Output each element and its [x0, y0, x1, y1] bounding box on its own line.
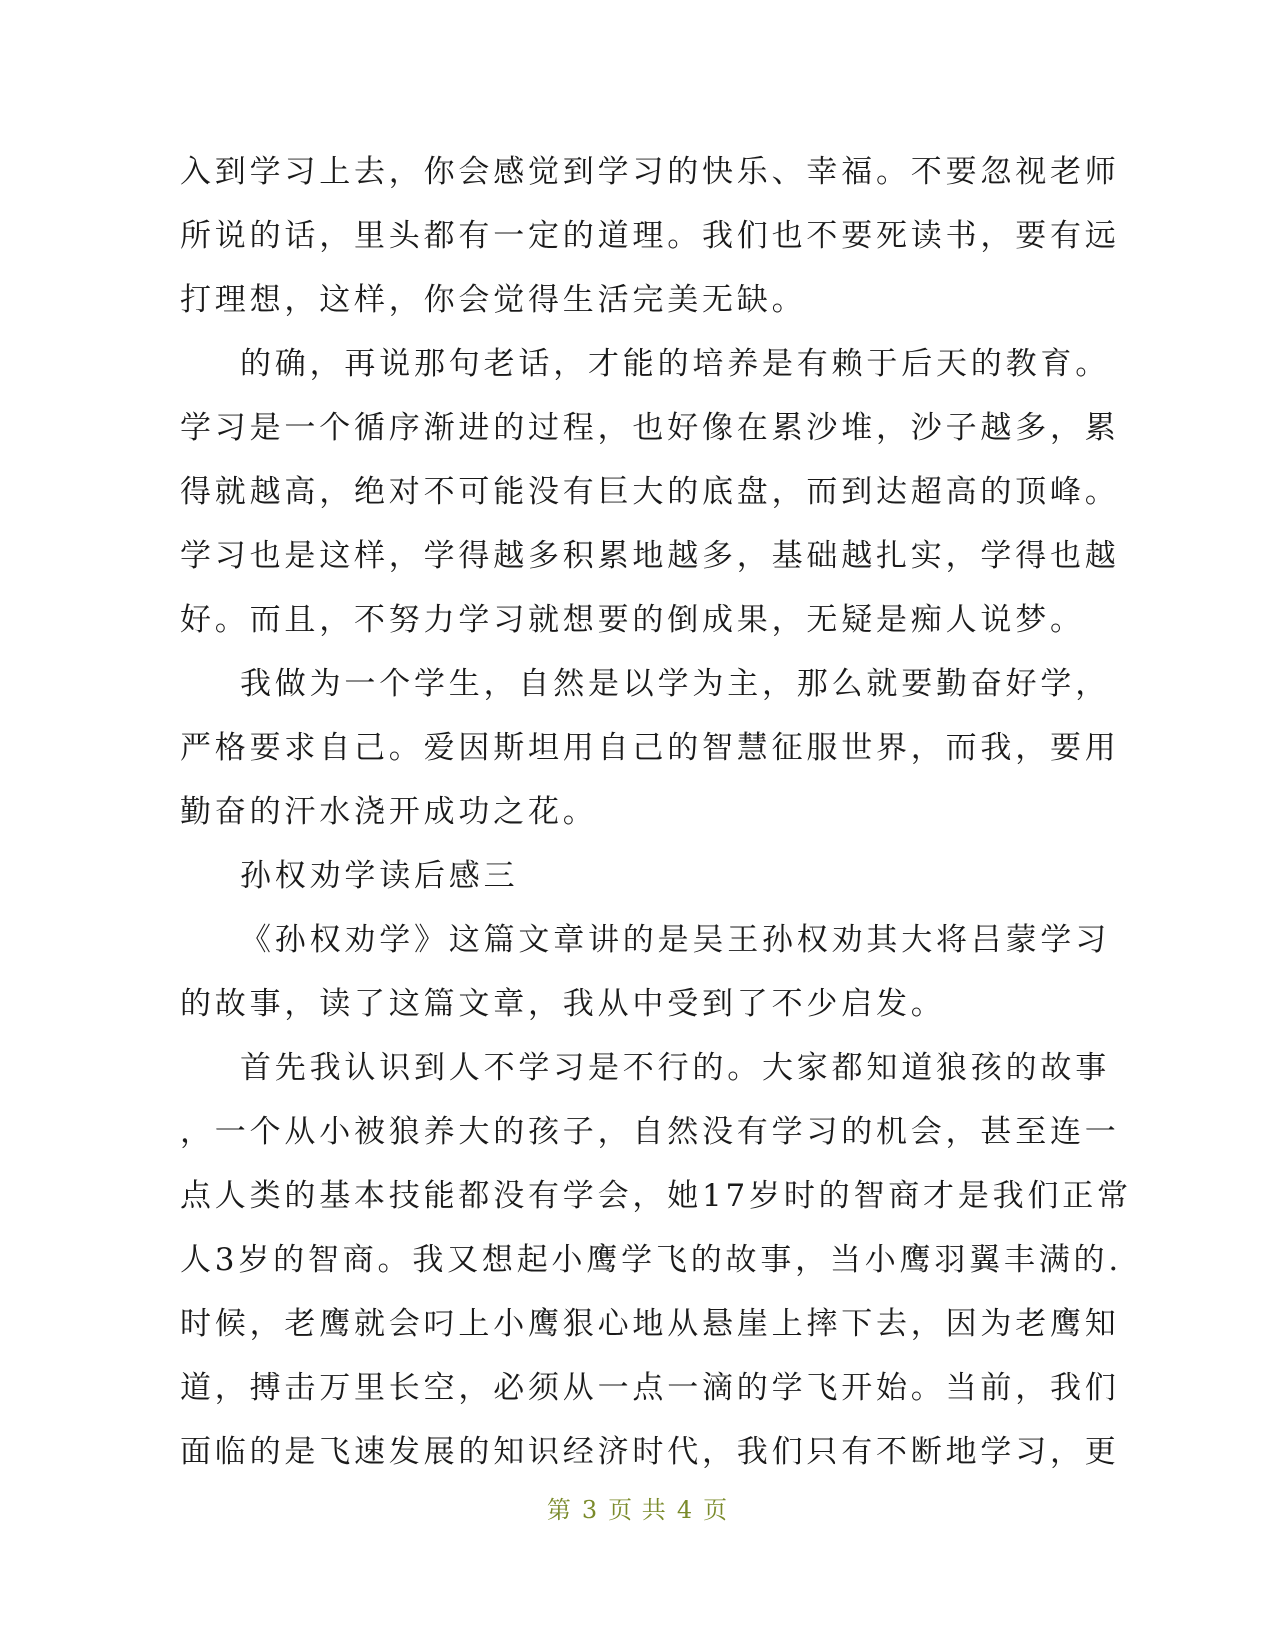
- text-line: 得就越高，绝对不可能没有巨大的底盘，而到达超高的顶峰。: [180, 474, 1120, 510]
- current-page-number: 3: [581, 1496, 599, 1524]
- paragraph-start-line: 我做为一个学生，自然是以学为主，那么就要勤奋好学，: [240, 666, 1110, 702]
- text-line: 点人类的基本技能都没有学会，她17岁时的智商才是我们正常: [180, 1178, 1132, 1214]
- total-page-number: 4: [676, 1496, 694, 1524]
- text-line: 严格要求自己。爱因斯坦用自己的智慧征服世界，而我，要用: [180, 730, 1120, 766]
- text-line: 道，搏击万里长空，必须从一点一滴的学飞开始。当前，我们: [180, 1370, 1120, 1406]
- text-line: 面临的是飞速发展的知识经济时代，我们只有不断地学习，更: [180, 1434, 1120, 1470]
- paragraph-start-line: 《孙权劝学》这篇文章讲的是吴王孙权劝其大将吕蒙学习: [240, 922, 1110, 958]
- section-heading: 孙权劝学读后感三: [240, 858, 519, 894]
- text-line: 学习也是这样，学得越多积累地越多，基础越扎实，学得也越: [180, 538, 1120, 574]
- text-line: 人3岁的智商。我又想起小鹰学飞的故事，当小鹰羽翼丰满的.: [180, 1242, 1122, 1278]
- paragraph-start-line: 的确，再说那句老话，才能的培养是有赖于后天的教育。: [240, 346, 1110, 382]
- text-line: 打理想，这样，你会觉得生活完美无缺。: [180, 282, 807, 318]
- text-line: 学习是一个循序渐进的过程，也好像在累沙堆，沙子越多，累: [180, 410, 1120, 446]
- text-line: 入到学习上去，你会感觉到学习的快乐、幸福。不要忽视老师: [180, 154, 1120, 190]
- text-line: 的故事，读了这篇文章，我从中受到了不少启发。: [180, 986, 946, 1022]
- text-line: 好。而且，不努力学习就想要的倒成果，无疑是痴人说梦。: [180, 602, 1085, 638]
- text-line: 时候，老鹰就会叼上小鹰狠心地从悬崖上摔下去，因为老鹰知: [180, 1306, 1120, 1342]
- text-line: ，一个从小被狼养大的孩子，自然没有学习的机会，甚至连一: [180, 1114, 1120, 1150]
- document-body: [180, 140, 1132, 1484]
- footer-prefix: 第: [546, 1496, 572, 1524]
- paragraph-start-line: 首先我认识到人不学习是不行的。大家都知道狼孩的故事: [240, 1050, 1110, 1086]
- page-footer: [0, 1490, 1275, 1525]
- text-line: 所说的话，里头都有一定的道理。我们也不要死读书，要有远: [180, 218, 1120, 254]
- footer-suffix: 页: [703, 1496, 729, 1524]
- text-line: 勤奋的汗水浇开成功之花。: [180, 794, 598, 830]
- footer-middle: 页 共: [608, 1496, 667, 1524]
